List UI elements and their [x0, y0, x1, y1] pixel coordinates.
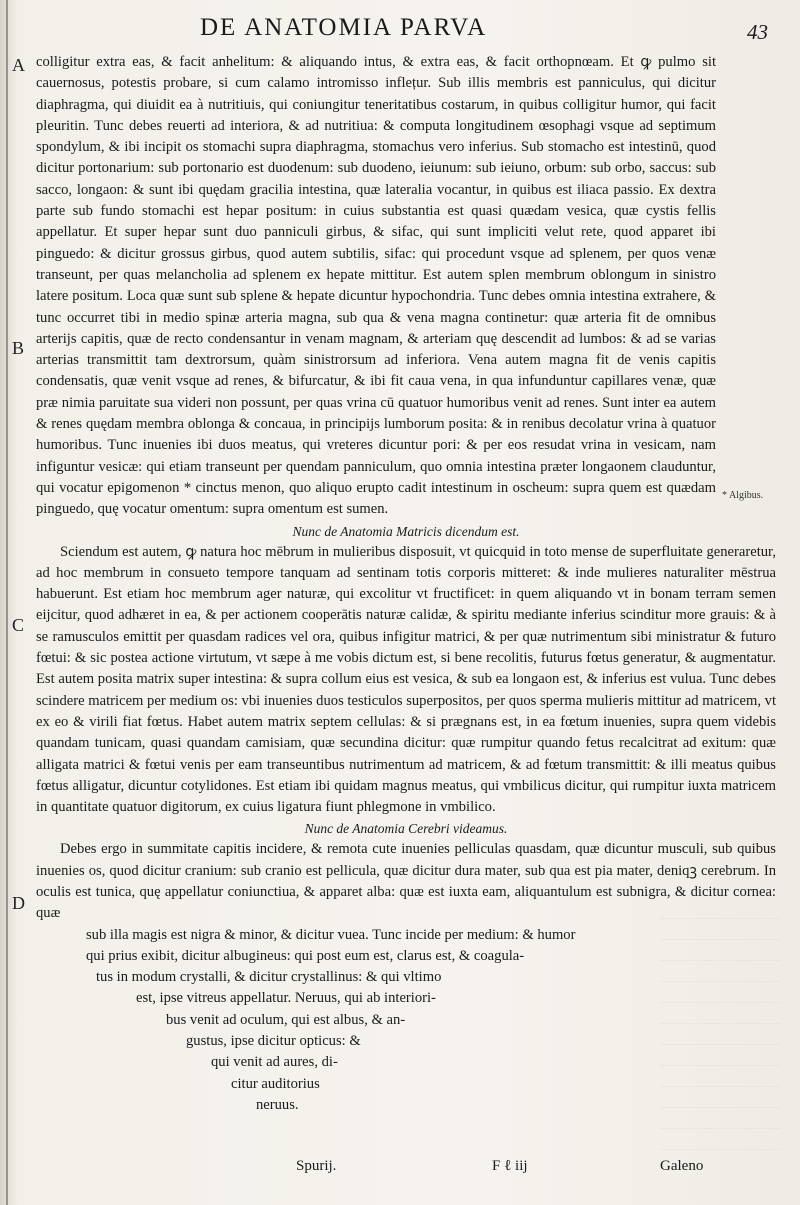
cone-line: gustus, ipse dicitur opticus: & — [186, 1033, 361, 1050]
cone-line: qui venit ad aures, di- — [211, 1054, 338, 1071]
cone-line: citur auditorius — [231, 1075, 320, 1092]
catchword: Galeno — [660, 1158, 704, 1174]
catch-spurij: Spurij. — [296, 1158, 337, 1174]
margin-note-algibus: * Algibus. — [722, 490, 764, 501]
paragraph-viscera: colligitur extra eas, & facit anhelitum: & aliquando intus, & extra eas, & facit orthopnœam. Et ꝙ pulmo sit cauernosus, potestis probare, si cum calamo intromisso inflețur. Sub illis membris est panniculus, qui dicitur diaphragma, qui diuidit ea à nutritiuis, qui coniungitur teneritatibus costarum, in quibus colligitur humor, qui facit pleuritin. Tunc debes reuerti ad interiora, & ad nutritiua: & computa longitudinem œsophagi vsque ad septimum spondylum, & ibi incipit os stomachi supra diaphragma, stomachus vero inferius. Sub stomacho est intestinū, quod dicitur portonarium: sub portonario est duodenum: sub duodeno, ieiunum: sub ieiuno, orbum: sub orbo, saccus: sub sacco, longaon: & sunt ibi quędam gracilia intestina, quæ lateralia vocantur, in quibus est iliaca passio. Ex dextra parte sub fundo stomachi est hepar positum: in cuius substantia est quasi quædam vesica, quæ cystis fellis appellatur. Et super hepar sunt duo panniculi girbus, & sifac, qui sunt impliciti velut rete, quod apparet ibi pinguedo: & dicitur grossus girbus, quod autem subtilis, sifac: qui procedunt vsque ad splenem, per quos venæ transeunt, per quas melancholia ad splenem ex hepate mittitur. Est autem splen membrum oblongum in sinistro latere positum. Loca quæ sunt sub splene & hepate dicuntur hypochondria. Tunc debes omnia intestina extrahere, & tunc occurret tibi in medio spinæ arteria magna, sub qua & vena magna continetur: quæ arteria fit de omnibus arterijs capitis, quæ de recto condensantur in venam magnam, & arteriam quę descendit ad lumbos: & ad se varias arterias transmittit tam dextrorsum, quàm sinistrorsum ad inferiora. Vena autem magna fit de venis capitis condensatis, quæ venit vsque ad renes, & bifurcatur, & ibi fit caua vena, in qua infunduntur capillares venæ, quæ præ nimia paruitate sua videri non possunt, per quas vrina cū quatuor humoribus venit ad renes. Sunt inter ea autem & renes quędam membra oblonga & concaua, in principijs lumborum posita: & in renibus decolatur vrina à quatuor humoribus. Tunc inuenies ibi duos meatus, qui vreteres dicuntur pori: & per eos resudat vrina in vesicam, nam infiguntur vesicæ: qui etiam transeunt per quendam panniculum, quo omnia intestina præter longaonem clauduntur, qui vocatur epigomenon * cinctus menon, quo aliquo erupto cadit intestinum in oscheum: supra quem est quædam pinguedo, quę vocatur omentum: supra omentum est sumen. — [36, 54, 716, 518]
paragraph-matrix: Sciendum est autem, ꝙ natura hoc mēbrum in mulieribus disposuit, vt quicquid in toto mense de superfluitate generaretur, ad hoc membrum in consueto tempore tanquam ad sentinam totis corporis mitteret: & inde mulieres naturaliter mēstrua habuerunt. Est etiam hoc membrum ager naturæ, qui excolitur vt fructificet: in quem aliquando vt in bonam terram semen eijcitur, quod adhæret in ea, & per actionem cooperātis naturæ calidæ, & spiritu mediante inferius scinditur more grauis: & à se ramusculos emittit per quasdam radices vel ora, quibus infigitur matrici, & per quæ nutrimentum sibi ministratur & futuro fœtui: & sic postea actione virtutum, vt sæpe à me vobis dictum est, si bene recolitis, futurus fœtus generatur, & augmentatur. Est autem posita matrix super intestina: & supra collum eius est vesica, & sub ea longaon est, & inferius est vulua. Tunc debes scindere matricem per medium os: vbi inuenies duos testiculos superpositos, per quos sperma mulieris mittitur ad matricem, vt ex eo & virili fiat fœtus. Habet autem matrix septem cellulas: & si prægnans est, in ea fœtum inuenies, supra quem videbis quandam tunicam, quasi quandam camisiam, quæ secundina dicitur: quæ rumpitur quando fetus recalcitrat ad exitum: quæ alligata matrici & fœtui venis per eam transeuntibus nutrimentum ad matricem, & ad fœtum transmittit: & illi meatus quibus fœtus alligatur, dicuntur cotylidones. Est etiam ibi quidam magnus meatus, qui vmbilicus dicitur, qui rumpitur iuxta matricem in quantitate quatuor digitorum, ex cuius ligatura fiunt phlegmone in vmbilico. — [36, 543, 776, 816]
cone-line: est, ipse vitreus appellatur. Neruus, qui ab interiori- — [136, 990, 436, 1007]
paragraph-cerebri: Debes ergo in summitate capitis incidere, & remota cute inuenies pelliculas quasdam, quæ dicuntur musculi, sub quibus inuenies os, quod dicitur cranium: sub cranio est pellicula, quæ dicitur dura mater, sub qua est pia mater, deniqꝫ cerebrum. In oculis est tunica, quę appellatur coniunctiua, & apparet alba: quæ est iuxta eam, aliquantulum est subnigra, & dicitur cornea: quæ — [36, 841, 776, 922]
cone-line: neruus. — [256, 1096, 299, 1113]
section-heading-matrix: Nunc de Anatomia Matricis dicendum est. — [292, 523, 520, 539]
margin-letter-c: C — [12, 615, 25, 635]
signature-mark: F ℓ iij — [492, 1158, 528, 1174]
margin-letter-d: D — [12, 893, 25, 913]
page-number: 43 — [747, 20, 768, 44]
cone-line: qui prius exibit, dicitur albugineus: qui post eum est, clarus est, & coagula- — [86, 947, 525, 964]
margin-letter-b: B — [12, 338, 25, 358]
cone-line: tus in modum crystalli, & dicitur crystallinus: & qui vltimo — [96, 969, 442, 986]
body-text — [36, 52, 776, 1116]
cone-line: bus venit ad oculum, qui est albus, & an- — [166, 1011, 406, 1028]
margin-letter-a: A — [12, 55, 25, 75]
cone-line: sub illa magis est nigra & minor, & dicitur vuea. Tunc incide per medium: & humor — [86, 926, 576, 943]
running-title: DE ANATOMIA PARVA — [200, 14, 488, 41]
tapering-conclusion — [36, 925, 776, 1117]
page-gutter-edge — [6, 0, 8, 1205]
section-heading-cerebri: Nunc de Anatomia Cerebri videamus. — [304, 821, 508, 837]
